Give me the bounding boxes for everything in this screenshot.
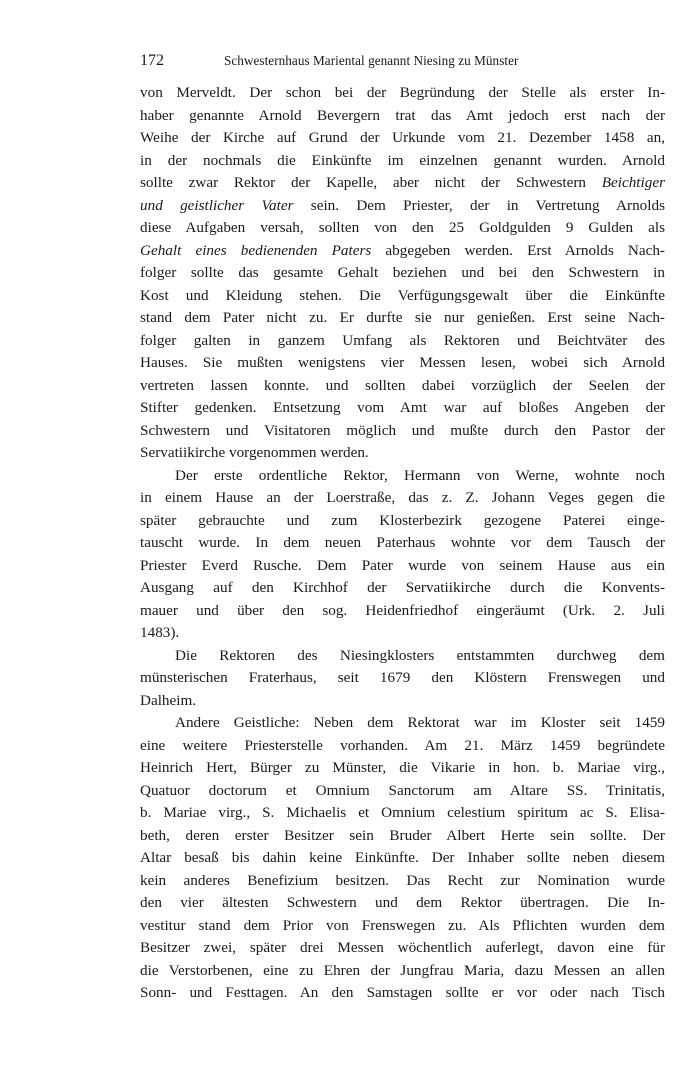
text-line: Andere Geistliche: Neben dem Rektorat war im Kloster seit 1459: [175, 714, 665, 731]
text-line: Der erste ordentliche Rektor, Hermann von Werne, wohnte noch: [175, 466, 665, 484]
page-number: 172: [140, 52, 164, 69]
page-header: [140, 52, 580, 70]
text-line: in der nochmals die Einkünfte im einzelnen genannt wurden. Arnold: [140, 151, 665, 169]
text-line: Servatiikirche vorgenommen werden.: [140, 444, 369, 461]
text-line: den vier ältesten Schwestern und dem Rektor übertragen. Die In-: [140, 894, 665, 911]
text-line: folger sollte das gesamte Gehalt beziehen und bei den Schwestern in: [140, 264, 665, 281]
italic-text-run: Gehalt eines bedienenden Paters: [140, 241, 372, 259]
text-line: eine weitere Priesterstelle vorhanden. Am 21. März 1459 begründete: [140, 736, 665, 754]
text-line: Priester Everd Rusche. Dem Pater wurde von seinem Hause aus ein: [140, 556, 665, 574]
running-title: Schwesternhaus Mariental genannt Niesing zu Münster: [224, 53, 519, 68]
text-line: beth, deren erster Besitzer sein Bruder Albert Herte sein sollte. Der: [140, 826, 665, 844]
text-line: Sonn- und Festtagen. An den Samstagen sollte er vor oder nach Tisch: [140, 984, 665, 1001]
text-line: Heinrich Hert, Bürger zu Münster, die Vikarie in hon. b. Mariae virg.,: [140, 759, 665, 776]
text-line: Ausgang auf den Kirchhof der Servatiikirche durch die Konvents-: [140, 579, 665, 596]
text-line: vestitur stand dem Prior von Frenswegen zu. Als Pflichten wurden dem: [140, 916, 665, 934]
text-line: Dalheim.: [140, 691, 197, 709]
italic-text-run: und geistlicher Vater: [140, 196, 294, 214]
text-line: tauscht wurde. In dem neuen Paterhaus wohnte vor dem Tausch der: [140, 534, 665, 551]
text-run: sein. Dem Priester, der in Vertretung Arnolds: [293, 196, 665, 214]
text-line: Die Rektoren des Niesingklosters entstammten durchweg dem: [175, 646, 665, 664]
text-line: [140, 195, 665, 218]
text-line: Besitzer zwei, später drei Messen wöchentlich auferlegt, davon eine für: [140, 939, 665, 956]
text-line: von Merveldt. Der schon bei der Begründung der Stelle als erster In-: [140, 84, 665, 101]
text-line: Altar besaß bis dahin keine Einkünfte. Der Inhaber sollte neben diesem: [140, 849, 665, 866]
text-line: folger galten in ganzem Umfang als Rektoren und Beichtväter des: [140, 331, 665, 349]
text-line: vertreten lassen konnte. und sollten dabei vorzüglich der Seelen der: [140, 376, 665, 394]
italic-text-run: Beichtiger: [601, 174, 665, 191]
text-line: Hauses. Sie mußten wenigstens vier Messen lesen, wobei sich Arnold: [140, 354, 665, 371]
text-line: kein anderes Benefizium besitzen. Das Recht zur Nomination wurde: [140, 871, 665, 889]
text-line: Schwestern und Visitatoren möglich und mußte durch den Pastor der: [140, 421, 665, 439]
text-line: Quatuor doctorum et Omnium Sanctorum am Altare SS. Trinitatis,: [140, 781, 665, 799]
text-line: [140, 240, 665, 263]
text-line: mauer und über den sog. Heidenfriedhof eingeräumt (Urk. 2. Juli: [140, 601, 665, 619]
text-line: [140, 172, 665, 195]
text-line: diese Aufgaben versah, sollten von den 25 Goldgulden 9 Gulden als: [140, 219, 665, 236]
text-line: haber genannte Arnold Bevergern trat das Amt jedoch erst nach der: [140, 106, 665, 124]
text-line: 1483).: [140, 624, 180, 641]
text-line: Stifter gedenken. Entsetzung vom Amt war auf bloßes Angeben der: [140, 399, 665, 416]
text-line: Weihe der Kirche auf Grund der Urkunde vom 21. Dezember 1458 an,: [140, 129, 665, 146]
text-line: b. Mariae virg., S. Michaelis et Omnium celestium spiritum ac S. Elisa-: [140, 804, 665, 821]
body-text: [140, 82, 665, 1005]
text-run: abgegeben werden. Erst Arnolds Nach-: [371, 241, 665, 259]
text-line: später gebrauchte und zum Klosterbezirk gezogene Paterei einge-: [140, 511, 665, 529]
text-line: münsterischen Fraterhaus, seit 1679 den Klöstern Frenswegen und: [140, 669, 665, 686]
text-line: die Verstorbenen, eine zu Ehren der Jungfrau Maria, dazu Messen an allen: [140, 961, 665, 979]
text-line: Kost und Kleidung stehen. Die Verfügungsgewalt über die Einkünfte: [140, 286, 665, 304]
text-line: stand dem Pater nicht zu. Er durfte sie nur genießen. Erst seine Nach-: [140, 309, 665, 326]
text-line: in einem Hause an der Loerstraße, das z. Z. Johann Veges gegen die: [140, 489, 665, 506]
text-run: sollte zwar Rektor der Kapelle, aber nicht der Schwestern: [140, 174, 602, 191]
